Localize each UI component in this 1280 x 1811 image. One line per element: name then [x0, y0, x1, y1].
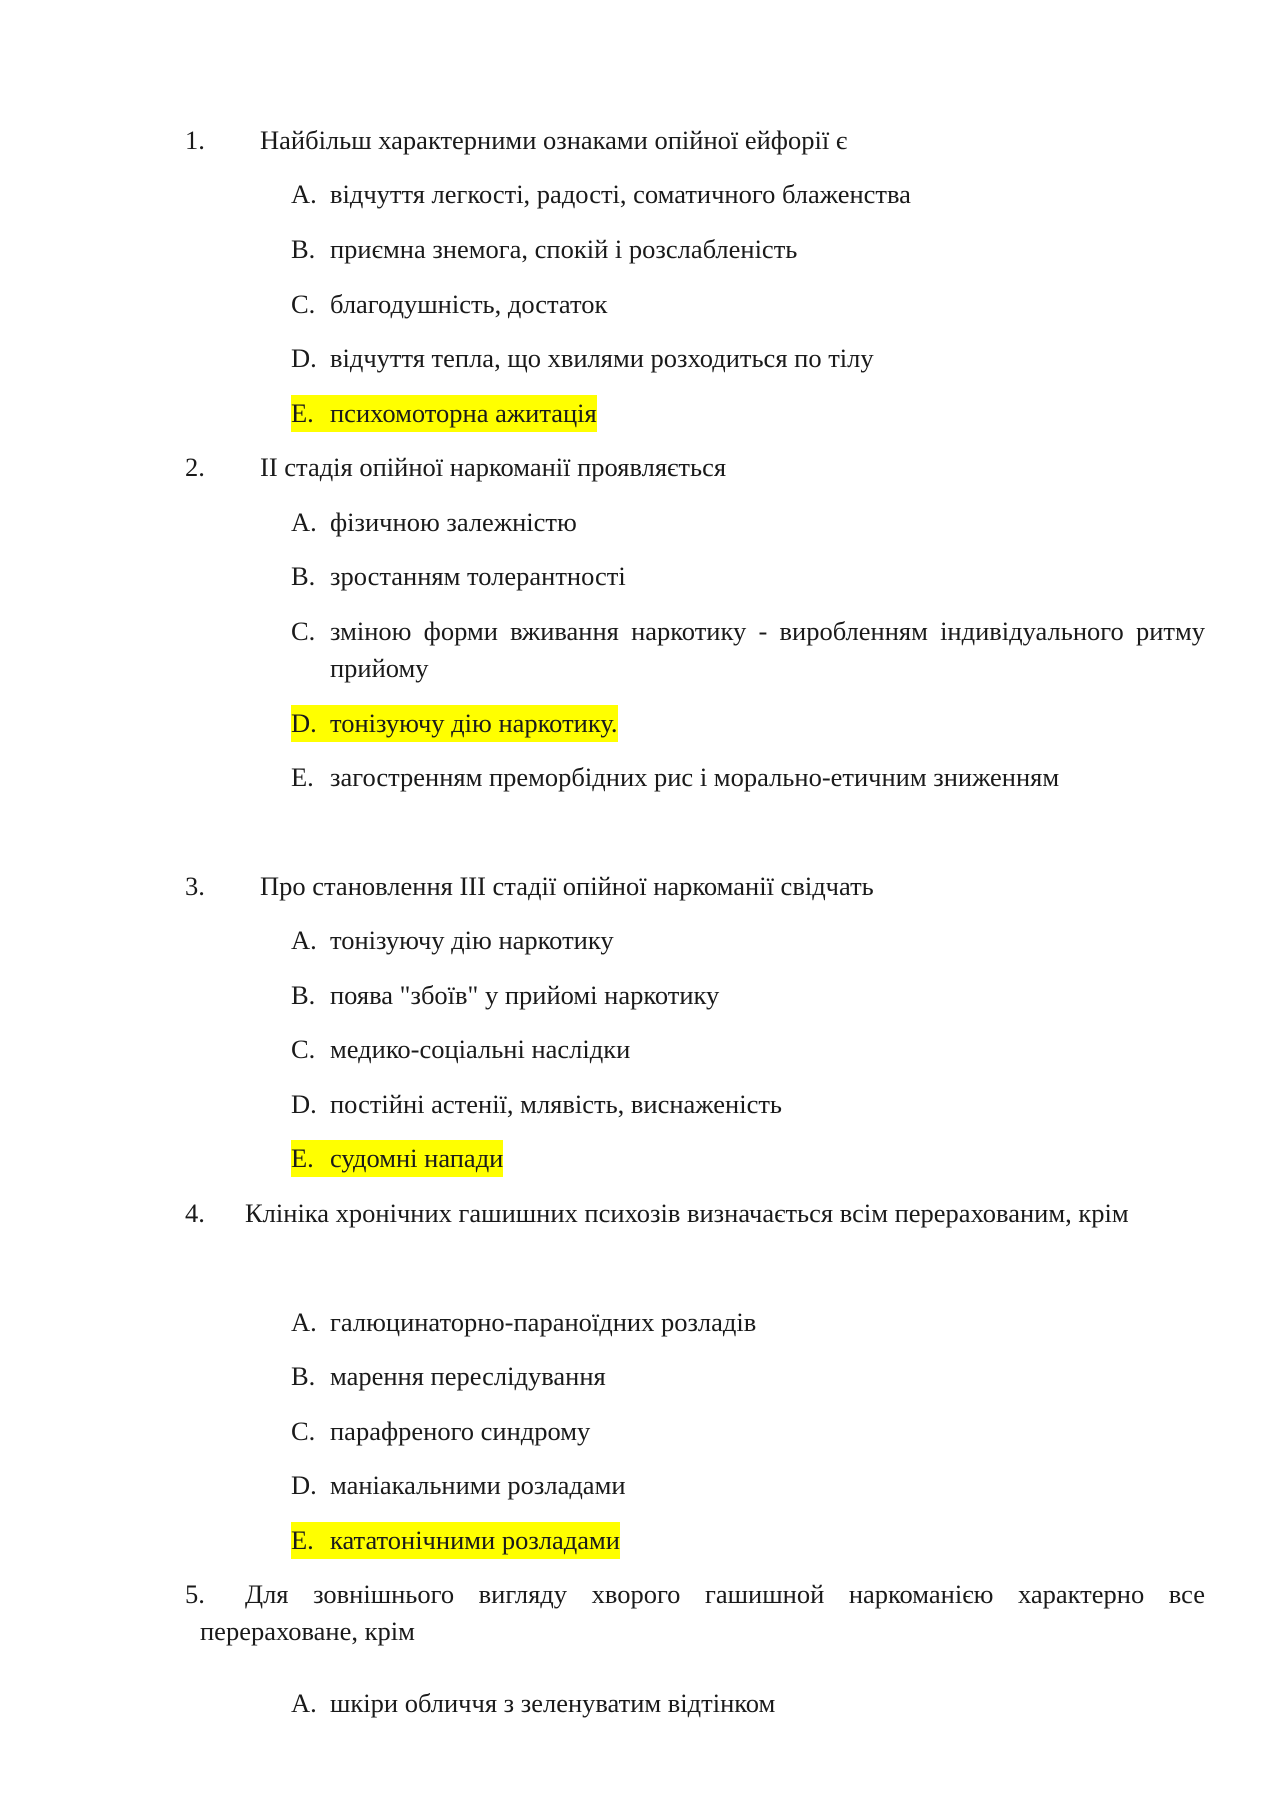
- answer-highlight: [291, 1522, 620, 1559]
- option-text: благодушність, достаток: [330, 289, 608, 319]
- option-text: фізичною залежністю: [330, 507, 577, 537]
- option-text: загостренням преморбідних рис і морально-етичним зниженням: [330, 762, 1060, 792]
- option-2a: [291, 504, 1205, 541]
- option-2b: [291, 558, 1205, 595]
- option-text: поява "збоїв" у прийомі наркотику: [330, 980, 720, 1010]
- option-text: парафреного синдрому: [330, 1416, 591, 1446]
- option-letter: B.: [291, 234, 316, 264]
- option-5a: [291, 1685, 1205, 1722]
- option-letter: C.: [291, 289, 316, 319]
- option-letter: A.: [291, 1307, 317, 1337]
- option-1c: [291, 286, 1205, 323]
- option-3e: [291, 1140, 1205, 1177]
- question-3: [185, 868, 1205, 905]
- question-text: Найбільш характерними ознаками опійної ейфорії є: [260, 125, 848, 155]
- option-text: психомоторна ажитація: [330, 398, 597, 428]
- option-text: кататонічними розладами: [330, 1525, 620, 1555]
- option-letter: B.: [291, 980, 316, 1010]
- question-2: [185, 449, 1205, 486]
- option-3c: [291, 1031, 1205, 1068]
- option-letter: E.: [291, 1525, 314, 1555]
- option-letter: C.: [291, 1034, 316, 1064]
- question-number: 3.: [185, 871, 205, 901]
- question-text: Клініка хронічних гашишних психозів визначається всім перерахованим, крім: [245, 1198, 1129, 1228]
- option-text: приємна знемога, спокій і розслабленість: [330, 234, 798, 264]
- option-1d: [291, 340, 1205, 377]
- question-text: II стадія опійної наркоманії проявляється: [260, 452, 727, 482]
- option-3a: [291, 922, 1205, 959]
- option-letter: E.: [291, 762, 314, 792]
- option-letter: D.: [291, 343, 317, 373]
- option-text: марення переслідування: [330, 1361, 606, 1391]
- option-text: маніакальними розладами: [330, 1470, 626, 1500]
- option-3d: [291, 1086, 1205, 1123]
- question-text: Про становлення III стадії опійної наркоманії свідчать: [260, 871, 874, 901]
- option-2d: [291, 705, 1205, 742]
- option-letter: C.: [291, 1416, 316, 1446]
- option-letter: C.: [291, 616, 316, 646]
- question-text: Для зовнішнього вигляду хворого гашишной наркоманією характерно все перераховане, крім: [200, 1579, 1205, 1646]
- answer-highlight: [291, 705, 618, 742]
- option-letter: A.: [291, 507, 317, 537]
- option-letter: E.: [291, 1143, 314, 1173]
- question-number: 4.: [185, 1198, 205, 1228]
- option-letter: E.: [291, 398, 314, 428]
- question-number: 5.: [185, 1579, 205, 1609]
- option-4d: [291, 1467, 1205, 1504]
- option-4e: [291, 1522, 1205, 1559]
- option-text: тонізуючу дію наркотику: [330, 925, 614, 955]
- option-1e: [291, 395, 1205, 432]
- answer-highlight: [291, 1140, 503, 1177]
- option-letter: D.: [291, 708, 317, 738]
- option-text: шкіри обличчя з зеленуватим відтінком: [330, 1688, 776, 1718]
- option-text: медико-соціальні наслідки: [330, 1034, 631, 1064]
- option-4c: [291, 1413, 1205, 1450]
- option-3b: [291, 977, 1205, 1014]
- option-letter: D.: [291, 1089, 317, 1119]
- option-text: галюцинаторно-параноїдних розладів: [330, 1307, 757, 1337]
- option-text: відчуття легкості, радості, соматичного блаженства: [330, 179, 911, 209]
- option-letter: A.: [291, 925, 317, 955]
- question-5: [185, 1576, 1205, 1650]
- option-text: тонізуючу дію наркотику.: [330, 708, 618, 738]
- question-1: [185, 122, 1205, 159]
- option-text: судомні напади: [330, 1143, 504, 1173]
- option-2e: [291, 759, 1205, 796]
- option-text: зміною форми вживання наркотику - виробленням індивідуального ритму прийому: [330, 616, 1205, 683]
- option-text: відчуття тепла, що хвилями розходиться по тілу: [330, 343, 874, 373]
- option-letter: A.: [291, 1688, 317, 1718]
- option-letter: B.: [291, 561, 316, 591]
- option-letter: D.: [291, 1470, 317, 1500]
- option-4a: [291, 1304, 1205, 1341]
- option-text: зростанням толерантності: [330, 561, 626, 591]
- option-2c: [291, 613, 1205, 687]
- question-4: [185, 1195, 1205, 1232]
- question-number: 1.: [185, 125, 205, 155]
- option-letter: A.: [291, 179, 317, 209]
- option-4b: [291, 1358, 1205, 1395]
- answer-highlight: [291, 395, 597, 432]
- option-letter: B.: [291, 1361, 316, 1391]
- option-1b: [291, 231, 1205, 268]
- question-number: 2.: [185, 452, 205, 482]
- option-1a: [291, 176, 1205, 213]
- option-text: постійні астенії, млявість, виснаженість: [330, 1089, 783, 1119]
